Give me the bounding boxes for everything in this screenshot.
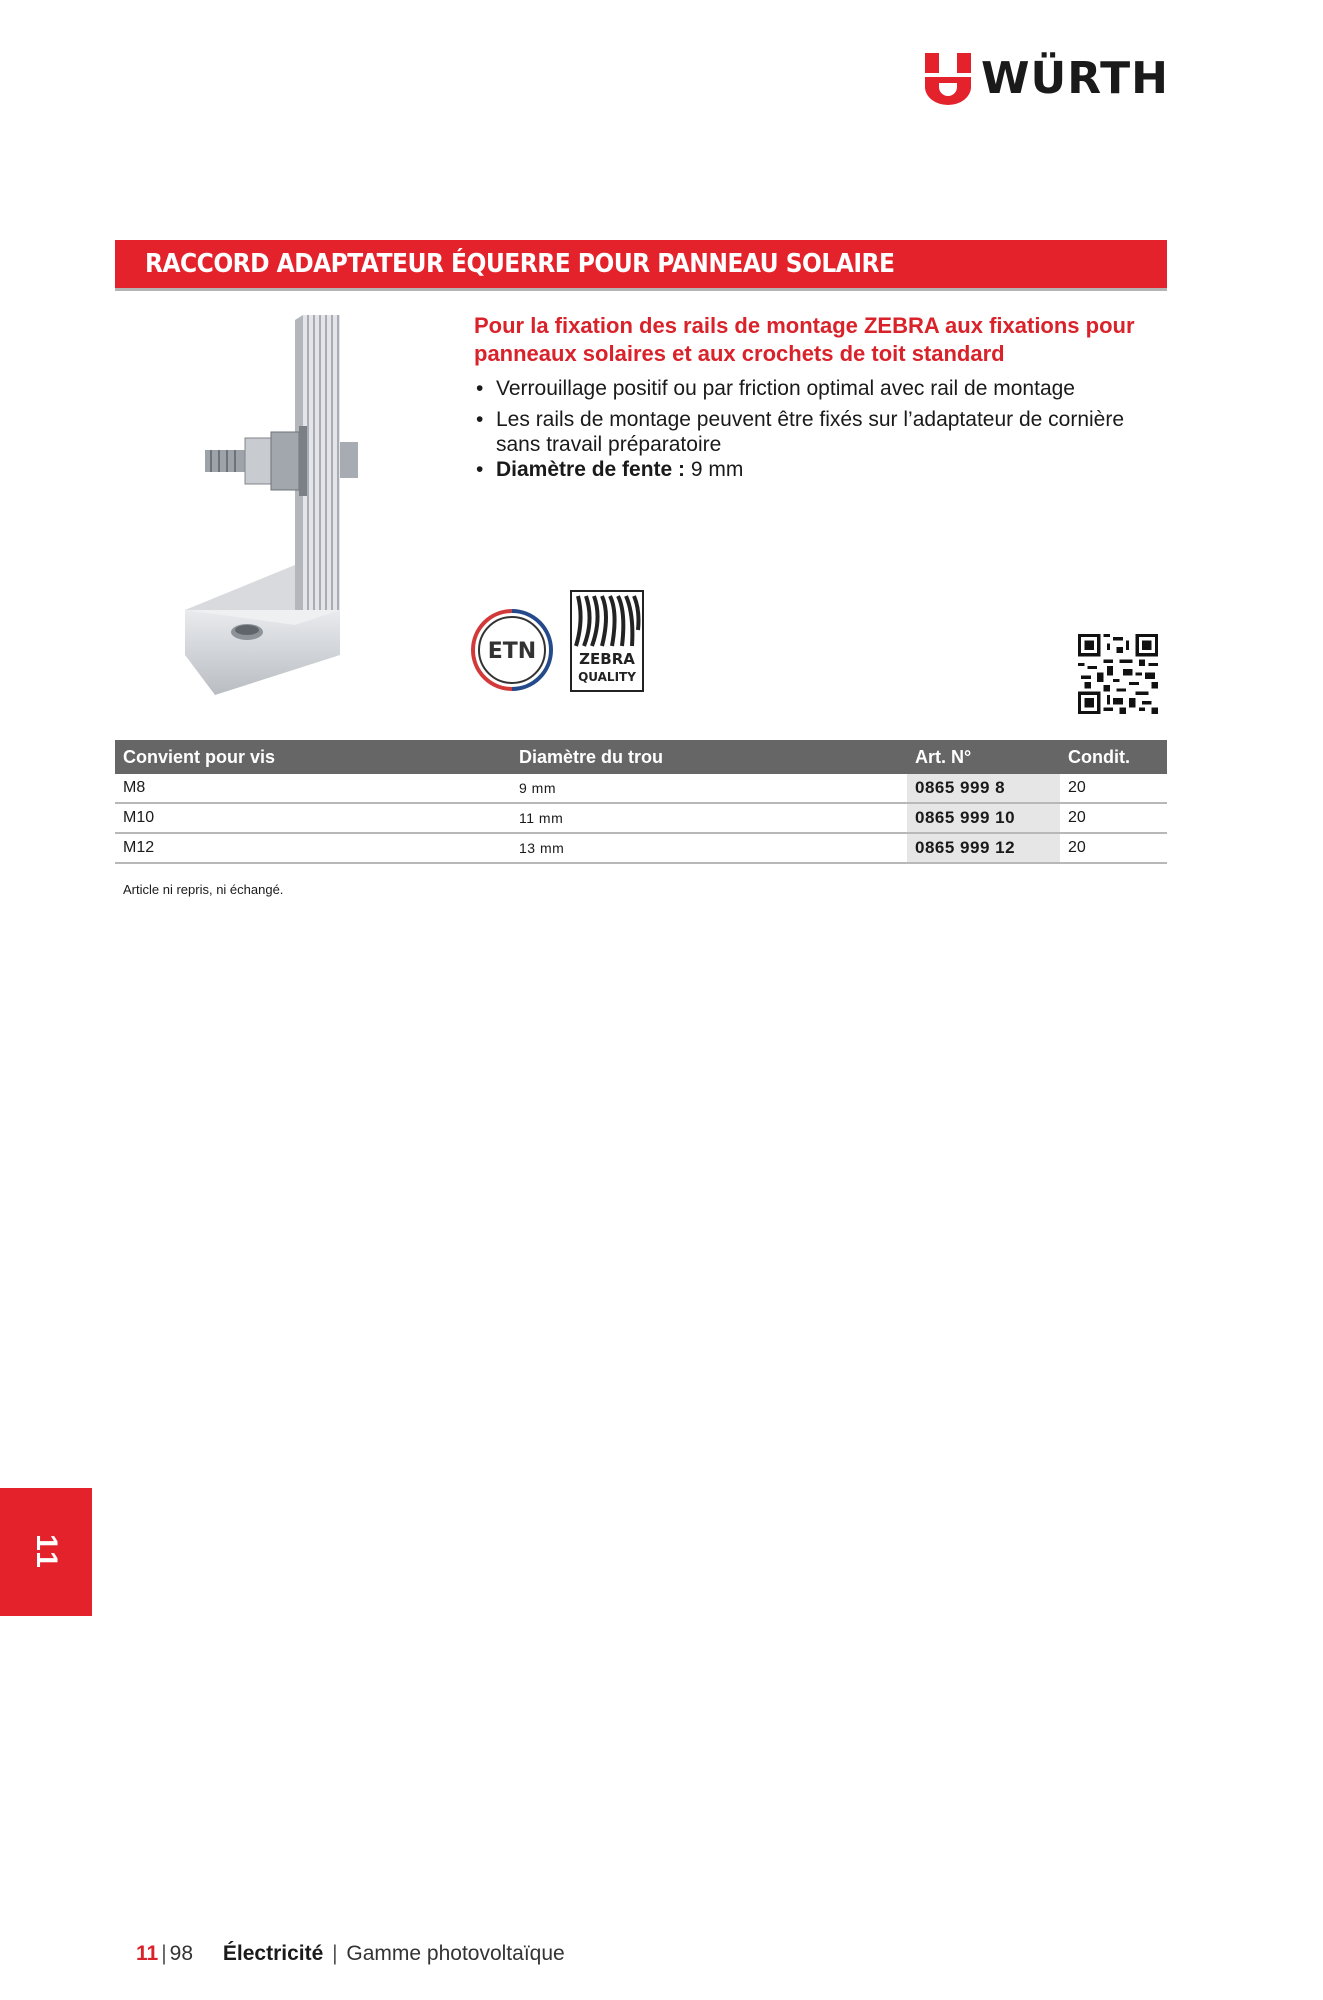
cell-packaging: 20 xyxy=(1060,774,1167,803)
cell-screw: M8 xyxy=(115,774,511,803)
product-subtitle: Pour la fixation des rails de montage ZEBRA aux fixations pour panneaux solaires et aux crochets de toit standard xyxy=(474,313,1135,366)
cell-hole: 9 mm xyxy=(511,774,907,803)
etn-badge-label: ETN xyxy=(487,639,537,664)
slot-value: 9 mm xyxy=(690,458,744,481)
cell-article-number[interactable]: 0865 999 10 xyxy=(907,803,1060,833)
footer-separator: | xyxy=(161,1942,167,1965)
footer-page-number: 98 xyxy=(169,1942,194,1965)
zebra-quality-badge xyxy=(570,590,644,692)
product-title-bar xyxy=(115,240,1167,288)
product-description xyxy=(474,312,1164,488)
feature-item-slot xyxy=(474,457,1164,482)
table-row xyxy=(115,803,1167,833)
header-packaging: Condit. xyxy=(1060,740,1167,774)
brand-name: WÜRTH xyxy=(981,53,1170,104)
table-row xyxy=(115,774,1167,803)
zebra-badge-line1: ZEBRA xyxy=(579,650,635,668)
cell-article-number[interactable]: 0865 999 8 xyxy=(907,774,1060,803)
feature-item: • Les rails de montage peuvent être fixés sur l’adaptateur de cornière sans travail préparatoire xyxy=(474,407,1164,457)
page-footer xyxy=(136,1942,565,1966)
product-title: RACCORD ADAPTATEUR ÉQUERRE POUR PANNEAU SOLAIRE xyxy=(145,249,895,279)
footer-subsection: Gamme photovoltaïque xyxy=(346,1942,565,1965)
chapter-tab[interactable] xyxy=(0,1488,92,1616)
header-article-number: Art. N° xyxy=(907,740,1060,774)
spec-table xyxy=(115,740,1167,864)
feature-item: • Verrouillage positif ou par friction optimal avec rail de montage xyxy=(474,376,1164,401)
disclaimer-note: Article ni repris, ni échangé. xyxy=(123,882,284,897)
wurth-logo-icon xyxy=(925,53,971,105)
feature-list xyxy=(474,376,1164,482)
slot-label: Diamètre de fente : xyxy=(496,458,686,481)
footer-chapter: 11 xyxy=(136,1942,159,1965)
footer-separator: | xyxy=(326,1942,344,1965)
table-header-row xyxy=(115,740,1167,774)
product-photo xyxy=(175,310,395,710)
cell-article-number[interactable]: 0865 999 12 xyxy=(907,833,1060,863)
header-screw: Convient pour vis xyxy=(115,740,511,774)
cell-packaging: 20 xyxy=(1060,803,1167,833)
cell-screw: M12 xyxy=(115,833,511,863)
footer-section: Électricité xyxy=(222,1942,324,1965)
cell-hole: 13 mm xyxy=(511,833,907,863)
cell-hole: 11 mm xyxy=(511,803,907,833)
cell-packaging: 20 xyxy=(1060,833,1167,863)
wurth-logo xyxy=(925,52,1169,106)
etn-badge-icon xyxy=(470,608,554,692)
header-hole-diameter: Diamètre du trou xyxy=(511,740,907,774)
chapter-tab-number: 11 xyxy=(30,1534,63,1570)
table-row xyxy=(115,833,1167,863)
qr-code-icon[interactable] xyxy=(1078,634,1158,714)
cell-screw: M10 xyxy=(115,803,511,833)
zebra-badge-line2: QUALITY xyxy=(578,670,636,684)
